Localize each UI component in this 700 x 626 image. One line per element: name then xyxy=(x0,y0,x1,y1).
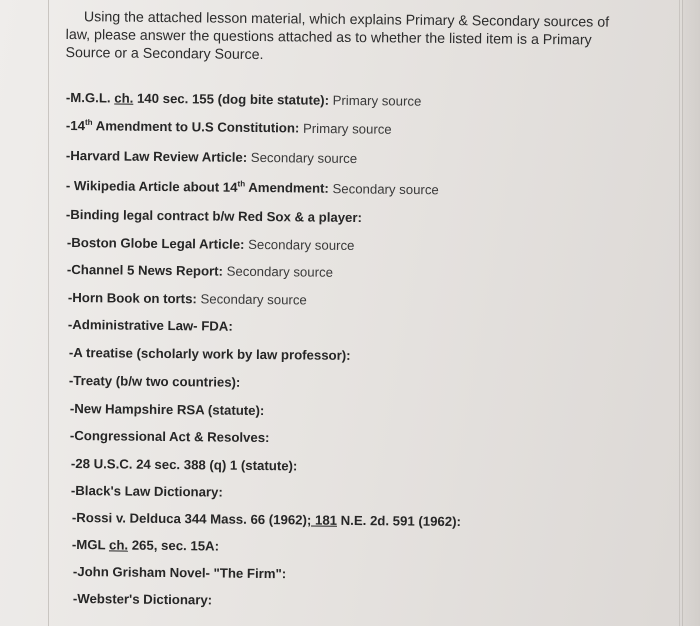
answer-text: Secondary source xyxy=(332,181,439,198)
list-item: -Boston Globe Legal Article: Secondary source xyxy=(66,235,355,254)
answer-text: Secondary source xyxy=(250,149,358,167)
list-item: -Black's Law Dictionary: xyxy=(70,483,223,500)
instructions-line-2: law, please answer the questions attached as to whether the listed item is a Primary xyxy=(65,26,592,49)
list-item: -Horn Book on torts: Secondary source xyxy=(67,290,307,308)
right-edge-strip xyxy=(682,0,700,626)
list-item: -John Grisham Novel- "The Firm": xyxy=(72,564,287,582)
answer-text: Secondary source xyxy=(226,263,334,280)
answer-text: Secondary source xyxy=(248,236,355,254)
list-item: -14th Amendment to U.S Constitution: Primary source xyxy=(65,118,392,137)
list-item: -Congressional Act & Resolves: xyxy=(69,428,270,446)
list-item: -Treaty (b/w two countries): xyxy=(68,373,241,390)
list-item: -Harvard Law Review Article: Secondary source xyxy=(65,148,358,167)
instructions-paragraph xyxy=(65,8,626,68)
answer-text: Primary source xyxy=(302,120,392,137)
list-item: -Channel 5 News Report: Secondary source xyxy=(66,262,334,280)
instructions-line-3: Source or a Secondary Source. xyxy=(65,44,264,64)
answer-text: Secondary source xyxy=(200,291,307,308)
list-item: -Webster's Dictionary: xyxy=(72,591,213,608)
list-item: -Administrative Law- FDA: xyxy=(67,317,233,334)
list-item: -MGL ch. 265, sec. 15A: xyxy=(71,537,220,554)
list-item: -Binding legal contract b/w Red Sox & a player: xyxy=(65,207,363,226)
answer-text: Primary source xyxy=(332,92,422,109)
list-item: -28 U.S.C. 24 sec. 388 (q) 1 (statute): xyxy=(70,456,298,474)
instructions-line-1: Using the attached lesson material, which explains Primary & Secondary sources of xyxy=(83,9,610,31)
list-item: -A treatise (scholarly work by law professor): xyxy=(68,345,351,363)
list-item: - Wikipedia Article about 14th Amendment: Secondary source xyxy=(65,178,439,198)
list-item: -Rossi v. Delduca 344 Mass. 66 (1962); 181 N.E. 2d. 591 (1962): xyxy=(71,510,461,530)
list-item: -New Hampshire RSA (statute): xyxy=(69,401,265,419)
list-item: -M.G.L. ch. 140 sec. 155 (dog bite statute): Primary source xyxy=(65,90,422,109)
